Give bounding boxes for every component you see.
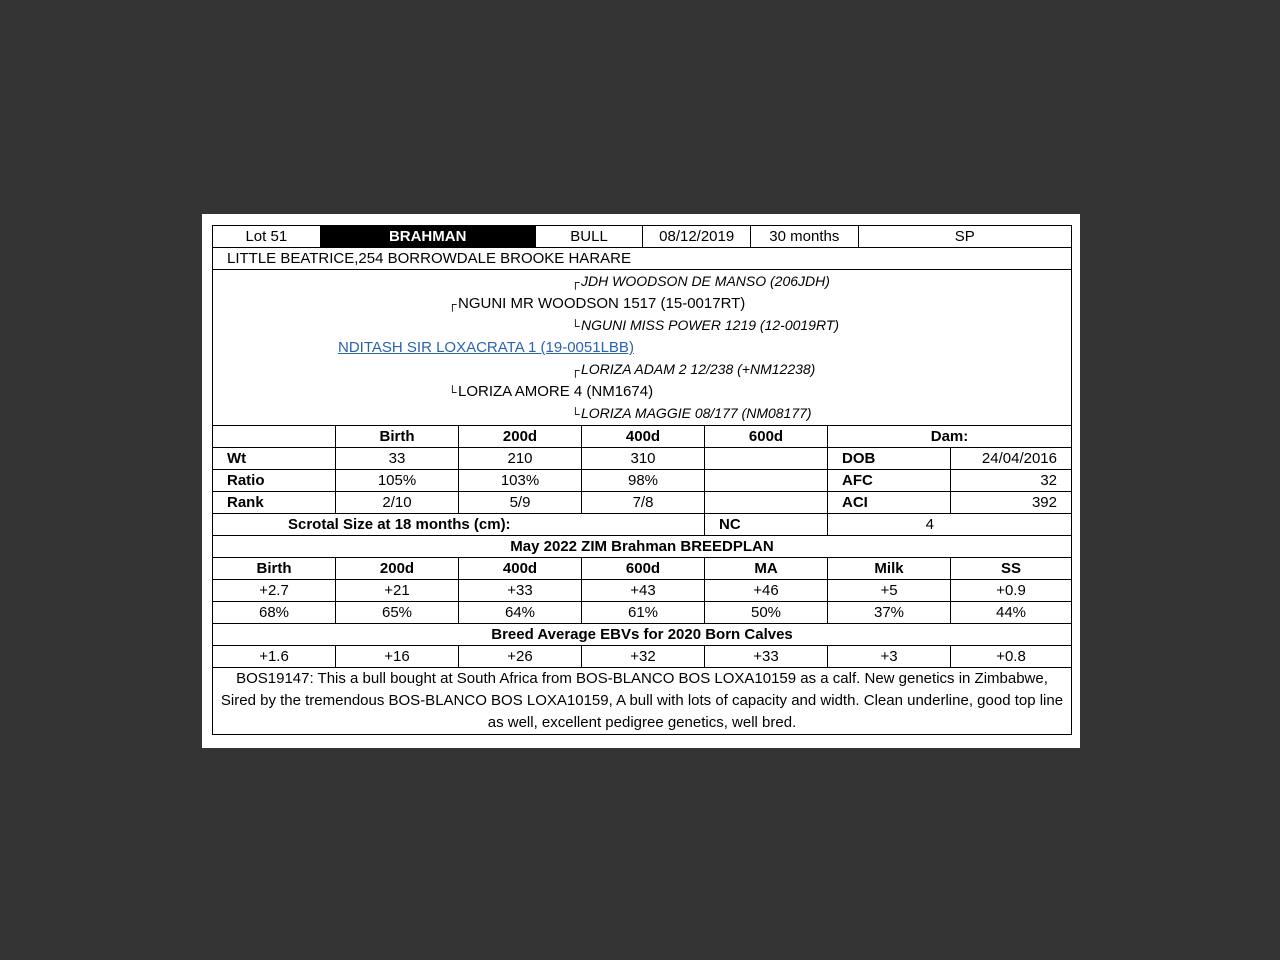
accuracy-cell: 44% bbox=[995, 604, 1027, 621]
accuracy-cell: 65% bbox=[336, 602, 459, 623]
ebv-col-header: Milk bbox=[828, 558, 951, 579]
nc-label: NC bbox=[705, 514, 828, 535]
dam-field-label: DOB bbox=[828, 448, 951, 469]
breed-average-title-row bbox=[213, 624, 1071, 646]
weights-col-header: 400d bbox=[582, 426, 705, 447]
breed-average-title: Breed Average EBVs for 2020 Born Calves bbox=[491, 626, 793, 643]
breedplan-title: May 2022 ZIM Brahman BREEDPLAN bbox=[510, 538, 774, 555]
weight-cell: 210 bbox=[459, 448, 582, 469]
age-label: 30 months bbox=[751, 226, 859, 247]
weights-col-header: 200d bbox=[459, 426, 582, 447]
ebv-cell: +0.9 bbox=[996, 582, 1026, 599]
ebv-row bbox=[213, 580, 1071, 602]
breed-average-cell: +26 bbox=[459, 646, 582, 667]
breed-average-cell: +32 bbox=[582, 646, 705, 667]
ebv-col-header: Birth bbox=[213, 558, 336, 579]
weight-cell: 5/9 bbox=[459, 492, 582, 513]
owner-row bbox=[213, 248, 1071, 270]
weights-col-header: Birth bbox=[336, 426, 459, 447]
sire-sire-sire: ┌JDH WOODSON DE MANSO (206JDH) bbox=[571, 273, 830, 289]
sire-dam-sire: ┌LORIZA ADAM 2 12/238 (+NM12238) bbox=[571, 361, 816, 377]
lot-card bbox=[202, 214, 1080, 748]
breedplan-title-row bbox=[213, 536, 1071, 558]
sex-label: BULL bbox=[536, 226, 644, 247]
weight-cell: 2/10 bbox=[336, 492, 459, 513]
dam-field-label: AFC bbox=[828, 470, 951, 491]
sire-dam: └LORIZA AMORE 4 (NM1674) bbox=[448, 383, 654, 400]
ebv-col-header: SS bbox=[1000, 560, 1021, 577]
weight-cell: 310 bbox=[582, 448, 705, 469]
accuracy-cell: 68% bbox=[213, 602, 336, 623]
bracket-top-icon: ┌ bbox=[448, 297, 457, 311]
breed-average-cell: +33 bbox=[705, 646, 828, 667]
breed-average-cell: +16 bbox=[336, 646, 459, 667]
dam-field-value: 24/04/2016 bbox=[981, 450, 1057, 467]
ebv-cell: +5 bbox=[828, 580, 951, 601]
weight-cell: 98% bbox=[582, 470, 705, 491]
weights-row bbox=[213, 470, 1071, 492]
pedigree-row bbox=[213, 270, 1071, 426]
weights-header-row bbox=[213, 426, 1071, 448]
bracket-top-icon: ┌ bbox=[571, 275, 580, 289]
ebv-cell: +33 bbox=[459, 580, 582, 601]
breed-label: BRAHMAN bbox=[321, 226, 536, 247]
breed-average-cell: +0.8 bbox=[996, 648, 1026, 665]
ebv-cell: +43 bbox=[582, 580, 705, 601]
accuracy-cell: 61% bbox=[582, 602, 705, 623]
ebv-cell: +2.7 bbox=[213, 580, 336, 601]
ebv-col-header: 400d bbox=[459, 558, 582, 579]
breedplan-header-row bbox=[213, 558, 1071, 580]
scrotal-label: Scrotal Size at 18 months (cm): bbox=[213, 514, 705, 535]
row-label: Wt bbox=[213, 448, 336, 469]
sire-sire: ┌NGUNI MR WOODSON 1517 (15-0017RT) bbox=[448, 295, 746, 312]
weight-cell bbox=[705, 492, 828, 513]
weight-cell: 33 bbox=[336, 448, 459, 469]
weight-cell: 7/8 bbox=[582, 492, 705, 513]
dam-header: Dam: bbox=[930, 428, 969, 445]
dam-field-value: 32 bbox=[1040, 472, 1057, 489]
weight-cell: 103% bbox=[459, 470, 582, 491]
lot-comment: BOS19147: This a bull bought at South Africa from BOS-BLANCO BOS LOXA10159 as a calf. New genetics in Zimbabwe, Sired by the tremendous BOS-BLANCO BOS LOXA10159, A bull with lots of capacity and width. Clean underline, good top line as well, excellent pedigree genetics, well bred. bbox=[220, 670, 1064, 731]
sire-link[interactable]: NDITASH SIR LOXACRATA 1 (19-0051LBB) bbox=[338, 339, 634, 356]
weights-row bbox=[213, 492, 1071, 514]
lot-table bbox=[212, 225, 1072, 735]
bracket-bottom-icon: └ bbox=[571, 407, 580, 421]
breed-average-cell: +3 bbox=[828, 646, 951, 667]
scrotal-row bbox=[213, 514, 1071, 536]
bracket-bottom-icon: └ bbox=[448, 385, 457, 399]
weights-row bbox=[213, 448, 1071, 470]
lot-number: Lot 51 bbox=[213, 226, 321, 247]
accuracy-cell: 64% bbox=[459, 602, 582, 623]
ebv-col-header: 200d bbox=[336, 558, 459, 579]
dam-field-value: 392 bbox=[1031, 494, 1057, 511]
sire-sire-dam: └NGUNI MISS POWER 1219 (12-0019RT) bbox=[571, 317, 840, 333]
header-row bbox=[213, 226, 1071, 248]
breed-average-row bbox=[213, 646, 1071, 668]
dam-field-label: ACI bbox=[828, 492, 951, 513]
comment-row bbox=[213, 668, 1071, 734]
row-label: Ratio bbox=[213, 470, 336, 491]
breed-average-cell: +1.6 bbox=[213, 646, 336, 667]
ebv-col-header: 600d bbox=[582, 558, 705, 579]
code-label: SP bbox=[954, 228, 975, 245]
bracket-bottom-icon: └ bbox=[571, 319, 580, 333]
weight-cell bbox=[705, 470, 828, 491]
row-label: Rank bbox=[213, 492, 336, 513]
ebv-cell: +21 bbox=[336, 580, 459, 601]
weight-cell bbox=[705, 448, 828, 469]
birth-date: 08/12/2019 bbox=[643, 226, 751, 247]
weight-cell: 105% bbox=[336, 470, 459, 491]
pedigree-tree bbox=[213, 270, 1071, 424]
accuracy-row bbox=[213, 602, 1071, 624]
accuracy-cell: 50% bbox=[705, 602, 828, 623]
nc-value: 4 bbox=[925, 516, 934, 533]
weights-col-header: 600d bbox=[705, 426, 828, 447]
accuracy-cell: 37% bbox=[828, 602, 951, 623]
owner-address: LITTLE BEATRICE,254 BORROWDALE BROOKE HARARE bbox=[227, 250, 631, 267]
ebv-col-header: MA bbox=[705, 558, 828, 579]
sire-dam-dam: └LORIZA MAGGIE 08/177 (NM08177) bbox=[571, 405, 812, 421]
bracket-top-icon: ┌ bbox=[571, 363, 580, 377]
ebv-cell: +46 bbox=[705, 580, 828, 601]
